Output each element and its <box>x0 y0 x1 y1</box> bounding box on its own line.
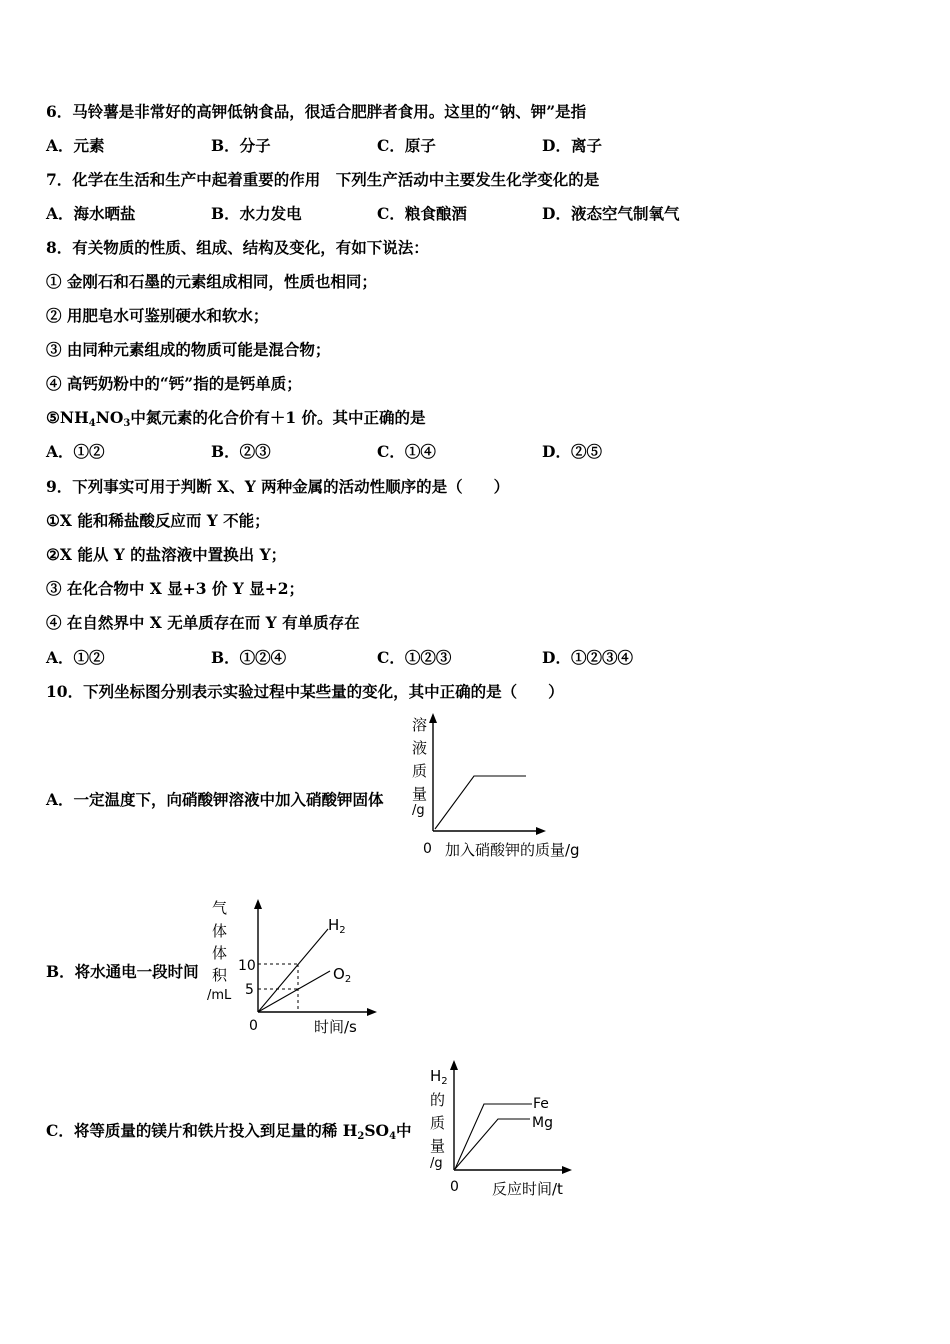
q8-option-b[interactable]: B．②③ <box>211 442 271 461</box>
graph-a <box>404 710 604 862</box>
graph-a-ylabel-1: 溶 <box>412 716 428 734</box>
graph-b-ylabel-3: 体 <box>212 944 228 962</box>
graph-c-ylabel-5: /g <box>430 1156 443 1171</box>
graph-a-ylabel-3: 质 <box>412 762 428 780</box>
q9-option-d[interactable]: D．①②③④ <box>542 648 633 667</box>
graph-b-xlabel: 时间/s <box>314 1018 357 1036</box>
graph-c-ylabel-3: 质 <box>430 1114 446 1132</box>
q7-option-d[interactable]: D．液态空气制氧气 <box>542 204 680 223</box>
graph-c-label-fe: Fe <box>533 1096 549 1112</box>
q9-stem: 9．下列事实可用于判断 X、Y 两种金属的活动性顺序的是（ ） <box>46 477 510 496</box>
graph-a-y-arrow <box>429 713 437 723</box>
q7-option-a[interactable]: A．海水晒盐 <box>46 204 136 223</box>
q8-statement-5: $⑤NH_4NO_3$中氮元素的化合价有＋1 价。其中正确的是 <box>46 408 426 429</box>
graph-c-line-fe <box>455 1104 532 1169</box>
q8-statement-1: ① 金刚石和石墨的元素组成相同，性质也相同； <box>46 272 377 291</box>
q9-statement-3: ③ 在化合物中 X 显+3 价 Y 显+2； <box>46 579 305 598</box>
q9-statement-4: ④ 在自然界中 X 无单质存在而 Y 有单质存在 <box>46 613 360 632</box>
q7-option-b[interactable]: B．水力发电 <box>211 204 302 223</box>
q8-option-d[interactable]: D．②⑤ <box>542 442 602 461</box>
graph-a-ylabel-4: 量 <box>412 785 428 803</box>
q6-stem: 6．马铃薯是非常好的高钾低钠食品，很适合肥胖者食用。这里的“钠、钾”是指 <box>46 102 587 121</box>
q8-statement-3: ③ 由同种元素组成的物质可能是混合物； <box>46 340 331 359</box>
graph-b-ylabel-2: 体 <box>212 922 228 940</box>
graph-b-line-h2 <box>258 929 328 1012</box>
q10-option-c[interactable]: C．将等质量的镁片和铁片投入到足量的稀 $H_2SO_4$中 <box>46 1121 412 1142</box>
graph-c-x-arrow <box>562 1166 572 1174</box>
graph-b-origin: 0 <box>249 1018 258 1034</box>
graph-c <box>422 1055 592 1205</box>
graph-c-ylabel-1: $H_2$ <box>430 1067 448 1087</box>
q9-option-b[interactable]: B．①②④ <box>211 648 287 667</box>
graph-b-label-h2: $H_2$ <box>328 916 346 936</box>
q6-option-a[interactable]: A．元素 <box>46 136 105 155</box>
graph-b-tick-5: 5 <box>245 982 254 998</box>
graph-a-x-arrow <box>536 827 546 835</box>
graph-b-line-o2 <box>258 971 330 1012</box>
q6-option-d[interactable]: D．离子 <box>542 136 602 155</box>
graph-b-ylabel-4: 积 <box>212 966 228 984</box>
q8-option-c[interactable]: C．①④ <box>377 442 436 461</box>
q10-option-a[interactable]: A．一定温度下，向硝酸钾溶液中加入硝酸钾固体 <box>46 790 384 809</box>
q9-statement-2: ②X 能从 Y 的盐溶液中置换出 Y； <box>46 545 287 564</box>
graph-c-xlabel: 反应时间/t <box>492 1180 563 1198</box>
graph-a-ylabel-5: /g <box>412 803 425 818</box>
q8-statement-4: ④ 高钙奶粉中的“钙”指的是钙单质； <box>46 374 302 393</box>
q7-stem: 7．化学在生活和生产中起着重要的作用 下列生产活动中主要发生化学变化的是 <box>46 170 600 189</box>
q7-option-c[interactable]: C．粮食酿酒 <box>377 204 467 223</box>
q6-option-b[interactable]: B．分子 <box>211 136 271 155</box>
q6-option-c[interactable]: C．原子 <box>377 136 436 155</box>
graph-b-ylabel-1: 气 <box>212 899 228 917</box>
graph-b-label-o2: $O_2$ <box>333 965 352 985</box>
q8-statement-2: ② 用肥皂水可鉴别硬水和软水； <box>46 306 269 325</box>
q10-stem: 10．下列坐标图分别表示实验过程中某些量的变化，其中正确的是（ ） <box>46 682 564 701</box>
graph-a-xlabel: 加入硝酸钾的质量/g <box>445 841 580 859</box>
graph-b-ylabel-5: /mL <box>207 988 232 1003</box>
graph-b-y-arrow <box>254 899 262 909</box>
graph-c-origin: 0 <box>450 1179 459 1195</box>
graph-a-curve <box>435 776 526 829</box>
q9-statement-1: ①X 能和稀盐酸反应而 Y 不能； <box>46 511 270 530</box>
q9-option-c[interactable]: C．①②③ <box>377 648 452 667</box>
q10-option-b[interactable]: B．将水通电一段时间 <box>46 962 199 981</box>
graph-b-tick-10: 10 <box>238 958 256 974</box>
graph-b <box>204 890 384 1040</box>
graph-c-y-arrow <box>450 1060 458 1070</box>
graph-b-x-arrow <box>367 1008 377 1016</box>
q8-stem: 8．有关物质的性质、组成、结构及变化，有如下说法： <box>46 238 429 257</box>
graph-c-label-mg: Mg <box>532 1115 553 1131</box>
q8-option-a[interactable]: A．①② <box>46 442 105 461</box>
graph-c-ylabel-4: 量 <box>430 1137 446 1155</box>
graph-c-ylabel-2: 的 <box>430 1091 446 1109</box>
graph-a-origin: 0 <box>423 841 432 857</box>
q9-option-a[interactable]: A．①② <box>46 648 105 667</box>
graph-a-ylabel-2: 液 <box>412 739 428 757</box>
